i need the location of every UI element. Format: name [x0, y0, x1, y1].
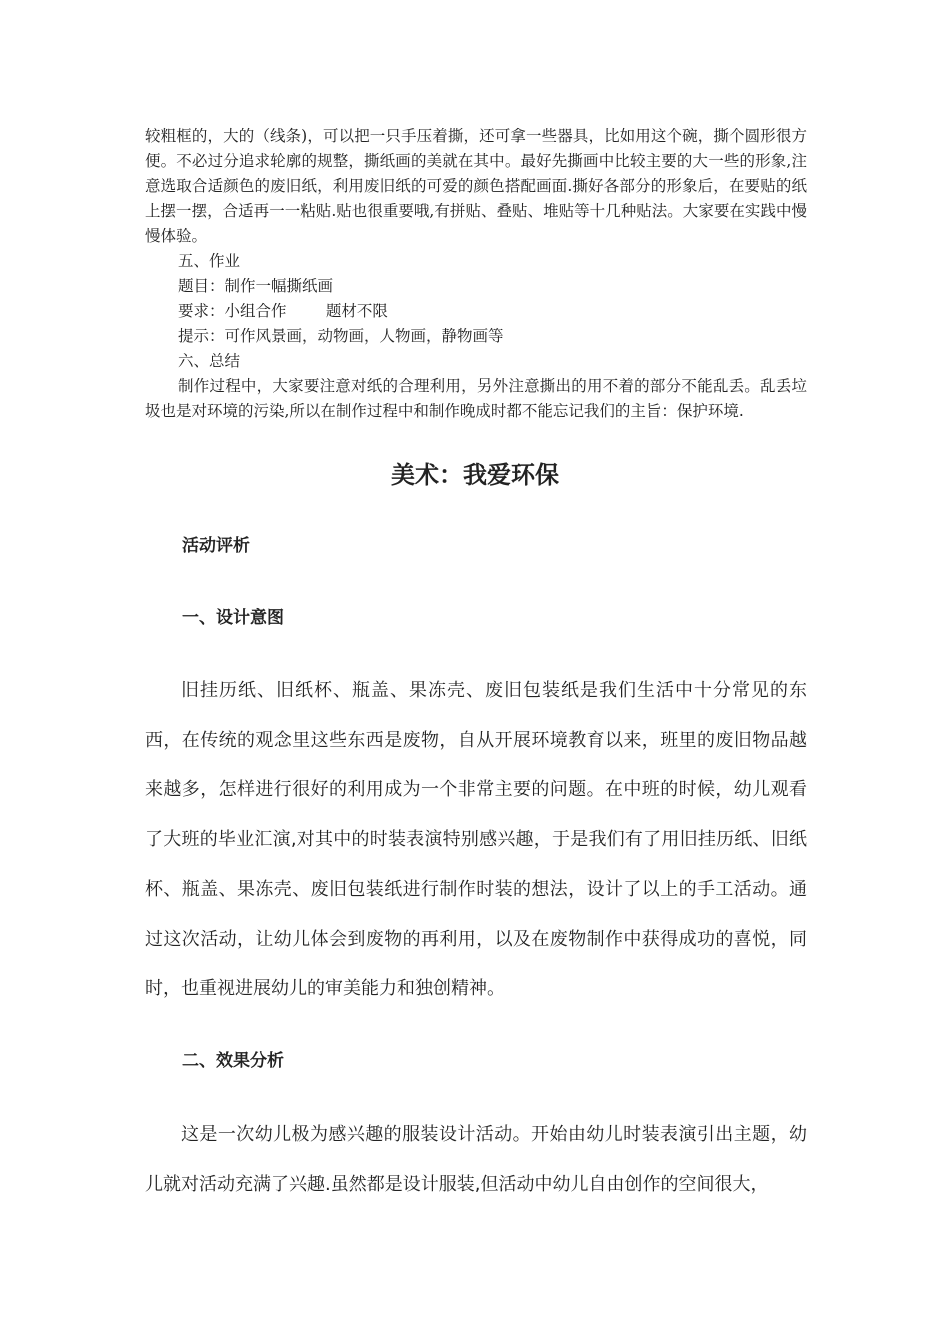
- section2-heading: 二、效果分析: [182, 1051, 284, 1071]
- homework-hint: 提示：可作风景画，动物画，人物画，静物画等: [178, 327, 504, 345]
- section2-paragraph: 这是一次幼儿极为感兴趣的服装设计活动。开始由幼儿时装表演引出主题，幼儿就对活动充满了兴趣.虽然都是设计服装,但活动中幼儿自由创作的空间很大，: [145, 1124, 807, 1195]
- section1-paragraph: 旧挂历纸、旧纸杯、瓶盖、果冻壳、废旧包装纸是我们生活中十分常见的东西，在传统的观念里这些东西是废物，自从开展环境教育以来，班里的废旧物品越来越多，怎样进行很好的利用成为一个非常主要的问题。在中班的时候，幼儿观看了大班的毕业汇演,对其中的时装表演特别感兴趣，于是我们有了用旧挂历纸、旧纸杯、瓶盖、果冻壳、废旧包装纸进行制作时装的想法，设计了以上的手工活动。通过这次活动，让幼儿体会到废物的再利用，以及在废物制作中获得成功的喜悦，同时，也重视进展幼儿的审美能力和独创精神。: [145, 680, 807, 1000]
- homework-heading: 五、作业: [178, 252, 241, 270]
- summary-paragraph: 制作过程中，大家要注意对纸的合理利用，另外注意撕出的用不着的部分不能乱丢。乱丢垃圾也是对环境的污染,所以在制作过程中和制作晚成时都不能忘记我们的主旨：保护环境.: [145, 377, 807, 420]
- analysis-heading: 活动评析: [182, 536, 250, 556]
- summary-heading: 六、总结: [178, 352, 241, 370]
- homework-topic: 题目：制作一幅撕纸画: [178, 277, 334, 295]
- article-title: 美术：我爱环保: [391, 461, 559, 489]
- section1-heading: 一、设计意图: [182, 608, 284, 628]
- intro-paragraph: 较粗框的，大的（线条)，可以把一只手压着撕，还可拿一些器具，比如用这个碗，撕个圆形很方便。不必过分追求轮廓的规整，撕纸画的美就在其中。最好先撕画中比较主要的大一些的形象,注意选取合适颜色的废旧纸，利用废旧纸的可爱的颜色搭配画面.撕好各部分的形象后，在要贴的纸上摆一摆，合适再一一粘贴.贴也很重要哦,有拼贴、叠贴、堆贴等十几种贴法。大家要在实践中慢慢体验。: [145, 127, 807, 245]
- homework-requirement: 要求：小组合作 题材不限: [178, 302, 388, 320]
